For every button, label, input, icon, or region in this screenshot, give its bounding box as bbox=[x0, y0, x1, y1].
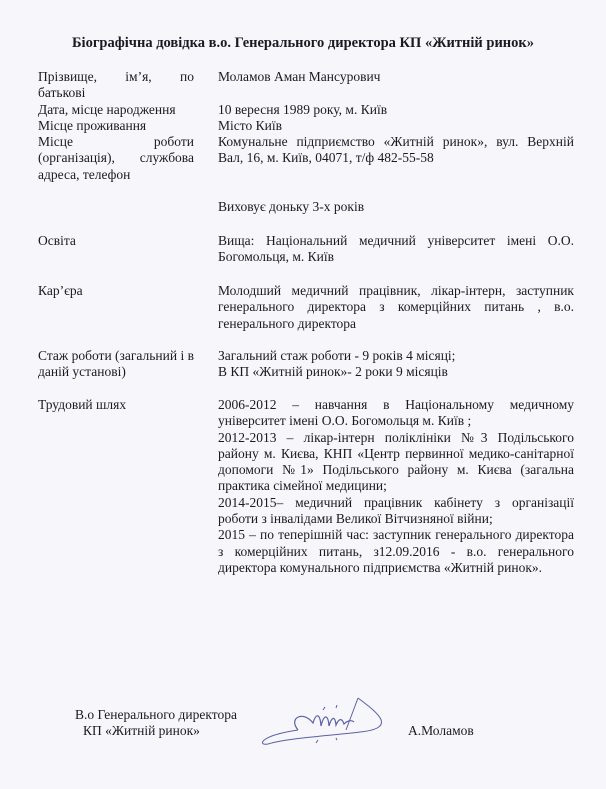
value-experience bbox=[218, 348, 574, 381]
position-line-2: КП «Житній ринок» bbox=[83, 723, 200, 738]
value-education: Вища: Національний медичний університет імені О.О. Богомольця, м. Київ bbox=[218, 233, 574, 265]
label-full-name: Прізвище, ім’я, по батькові bbox=[38, 69, 194, 101]
document-title: Біографічна довідка в.о. Генерального директора КП «Житній ринок» bbox=[71, 35, 535, 51]
value-residence: Місто Київ bbox=[218, 118, 282, 133]
signatory-position bbox=[75, 707, 237, 739]
value-birth: 10 вересня 1989 року, м. Київ bbox=[218, 102, 388, 117]
value-career: Молодший медичний працівник, лікар-інтерн, заступник генерального директора з комерційних питань , в.о. генерального директора bbox=[218, 283, 574, 331]
label-work-history: Трудовий шлях bbox=[38, 397, 127, 412]
value-workplace: Комунальне підприємство «Житній ринок», вул. Верхній Вал, 16, м. Київ, 04071, т/ф 482-55-58 bbox=[218, 134, 574, 166]
handwritten-signature bbox=[258, 688, 408, 758]
label-experience: Стаж роботи (загальний і в даній установі) bbox=[38, 348, 194, 380]
history-item: 2006-2012 – навчання в Національному медичному університет імені О.О. Богомольця м. Київ ; bbox=[218, 397, 574, 429]
history-item: 2012-2013 – лікар-інтерн поліклініки №3 Подільського району м. Києва, КНП «Центр первинної медико-санітарної допомоги №1» Подільського району м. Києва (загальна практика сімейної медицини; bbox=[218, 429, 574, 494]
label-career: Кар’єра bbox=[38, 283, 83, 298]
value-work-history bbox=[218, 397, 574, 576]
experience-current: В КП «Житній ринок»- 2 роки 9 місяців bbox=[218, 364, 448, 380]
label-education: Освіта bbox=[38, 233, 76, 248]
history-item: 2014-2015– медичний працівник кабінету з організації роботи з інвалідами Великої Вітчизняної війни; bbox=[218, 494, 574, 527]
signatory-name: А.Моламов bbox=[408, 723, 474, 738]
label-birth: Дата, місце народження bbox=[38, 102, 176, 117]
experience-total: Загальний стаж роботи - 9 років 4 місяці; bbox=[218, 348, 456, 363]
position-line-1: В.о Генерального директора bbox=[75, 707, 237, 722]
value-full-name: Моламов Аман Мансурович bbox=[218, 69, 381, 84]
value-family: Виховує доньку 3-х років bbox=[218, 199, 365, 214]
label-residence: Місце проживання bbox=[38, 118, 147, 133]
history-item: 2015 – по теперішній час: заступник генерального директора з комерційних питань, з12.09.2016 - в.о. генерального директора комунального підприємства «Житній ринок». bbox=[218, 527, 574, 575]
label-workplace: Місце роботи (організація), службова адреса, телефон bbox=[38, 134, 194, 182]
